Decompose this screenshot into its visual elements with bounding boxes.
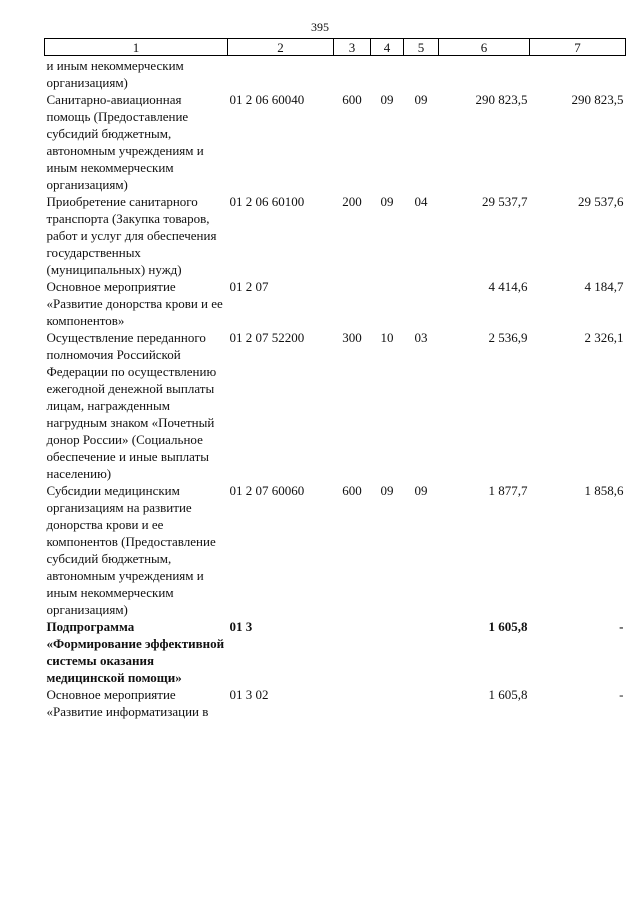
row-name: Приобретение санитарного транспорта (Закупка товаров, работ и услуг для обеспечения государственных (муниципальных) нужд) [46,194,217,277]
row-col5: 09 [414,92,428,107]
row-col5: 03 [414,330,428,345]
row-col3 [334,686,371,720]
row-col5 [404,686,439,720]
column-number-header [45,39,626,56]
row-col4: 09 [380,483,394,498]
row-col5 [404,56,439,92]
row-value-6 [439,56,530,92]
column-header-1: 1 [45,39,228,56]
row-name: Санитарно-авиационная помощь (Предоставление субсидий бюджетным, автономным учреждениям и иным некоммерческим организациям) [46,92,204,192]
row-value-6: 29 537,7 [482,194,528,209]
row-col5 [404,278,439,329]
row-value-6: 1 605,8 [488,687,528,702]
row-value-7: - [619,687,624,702]
row-col4 [371,278,404,329]
row-code: 01 2 07 [229,279,269,294]
row-col4: 10 [380,330,394,345]
table-row [45,193,626,278]
row-name: Субсидии медицинским организациям на развитие донорства крови и ее компонентов (Предоставление субсидий бюджетным, автономным учреждениям и иным некоммерческим организациям) [46,483,216,617]
table-row [45,91,626,193]
row-col3 [334,278,371,329]
table-row-subprogram [45,618,626,686]
row-col4: 09 [380,92,394,107]
row-name: Основное мероприятие «Развитие донорства крови и ее компонентов» [46,279,223,328]
table-row [45,686,626,720]
column-header-7: 7 [530,39,626,56]
row-col3: 300 [342,330,362,345]
column-header-5: 5 [404,39,439,56]
row-value-6: 1 605,8 [488,619,528,634]
row-code: 01 3 [229,619,253,634]
column-header-2: 2 [228,39,334,56]
column-header-4: 4 [371,39,404,56]
row-name: Подпрограмма «Формирование эффективной системы оказания медицинской помощи» [46,619,225,685]
row-value-7: 4 184,7 [584,279,624,294]
row-code: 01 2 07 60060 [229,483,305,498]
row-col4 [371,618,404,686]
row-value-7: 2 326,1 [584,330,624,345]
row-value-7 [530,56,626,92]
page-number: 395 [311,20,329,34]
table-row [45,56,626,92]
row-col4 [371,56,404,92]
row-col3: 600 [342,92,362,107]
row-code: 01 2 07 52200 [229,330,305,345]
row-value-7: 29 537,6 [578,194,624,209]
row-col3 [334,618,371,686]
row-code: 01 2 06 60040 [229,92,305,107]
row-value-6: 4 414,6 [488,279,528,294]
row-name: и иным некоммерческим организациям) [46,58,184,90]
column-header-3: 3 [334,39,371,56]
row-col4 [371,686,404,720]
row-value-6: 290 823,5 [475,92,528,107]
row-col3 [334,56,371,92]
row-value-7: 290 823,5 [571,92,624,107]
row-value-7: 1 858,6 [584,483,624,498]
row-value-6: 1 877,7 [488,483,528,498]
row-col5 [404,618,439,686]
row-col3: 600 [342,483,362,498]
row-code: 01 3 02 [229,687,269,702]
row-col5: 09 [414,483,428,498]
row-col4: 09 [380,194,394,209]
table-row [45,278,626,329]
row-col5: 04 [414,194,428,209]
row-name: Осуществление переданного полномочия Российской Федерации по осуществлению ежегодной денежной выплаты лицам, награжденным нагрудным знаком «Почетный донор России» (Социальное обеспечение и иные выплаты населению) [46,330,217,481]
table-row [45,482,626,618]
row-value-6: 2 536,9 [488,330,528,345]
row-name: Основное мероприятие «Развитие информатизации в [46,687,209,719]
column-header-6: 6 [439,39,530,56]
row-code [228,56,334,92]
row-value-7: - [619,619,624,634]
table-row [45,329,626,482]
row-col3: 200 [342,194,362,209]
budget-table [44,38,626,720]
row-code: 01 2 06 60100 [229,194,305,209]
